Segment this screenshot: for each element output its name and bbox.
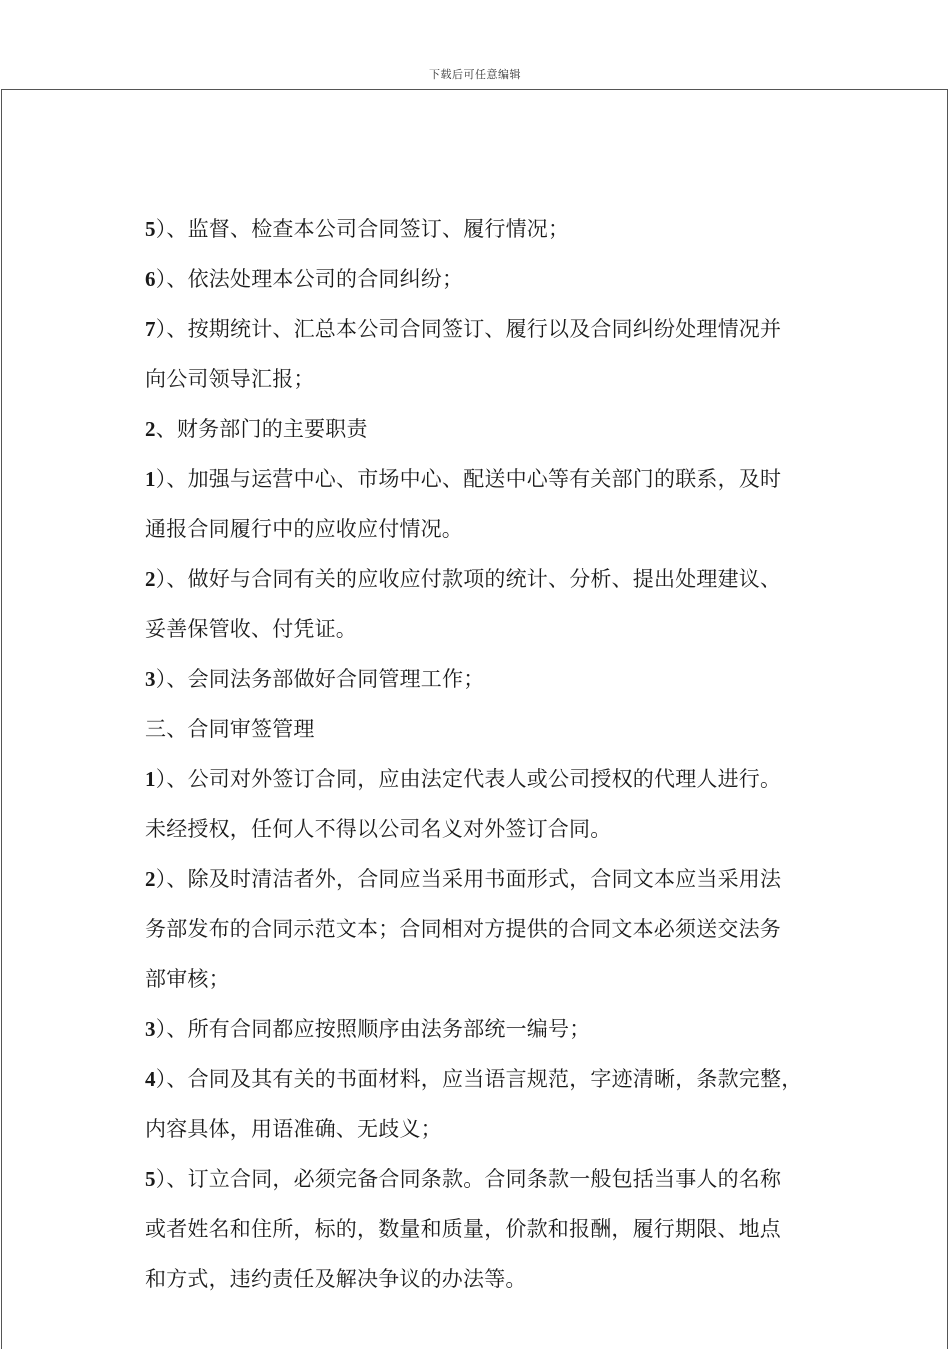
line-text: ）、做好与合同有关的应收应付款项的统计、分析、提出处理建议、 [155, 567, 782, 591]
text-line [145, 604, 815, 654]
text-line [145, 204, 815, 254]
line-text: 通报合同履行中的应收应付情况。 [145, 517, 463, 541]
text-line [145, 1104, 815, 1154]
line-text: ）、所有合同都应按照顺序由法务部统一编号； [155, 1017, 591, 1041]
line-text: ）、依法处理本公司的合同纠纷； [155, 267, 464, 291]
item-number: 3 [145, 1017, 156, 1041]
text-line [145, 754, 815, 804]
item-number: 4 [145, 1067, 156, 1091]
document-body [145, 204, 815, 1304]
text-line [145, 804, 815, 854]
text-line [145, 854, 815, 904]
item-number: 7 [145, 317, 156, 341]
line-text: 或者姓名和住所，标的，数量和质量，价款和报酬，履行期限、地点 [145, 1217, 781, 1241]
page-header-note: 下载后可任意编辑 [429, 68, 521, 81]
text-line [145, 504, 815, 554]
text-line [145, 554, 815, 604]
text-line [145, 654, 815, 704]
line-text: ）、监督、检查本公司合同签订、履行情况； [155, 217, 570, 241]
line-text: ）、加强与运营中心、市场中心、配送中心等有关部门的联系，及时 [155, 467, 782, 491]
text-line [145, 1204, 815, 1254]
text-line [145, 304, 815, 354]
item-number: 2 [145, 417, 156, 441]
text-line [145, 1154, 815, 1204]
item-number: 5 [145, 217, 156, 241]
line-text: ）、会同法务部做好合同管理工作； [155, 667, 485, 691]
item-number: 3 [145, 667, 156, 691]
line-text: 未经授权，任何人不得以公司名义对外签订合同。 [145, 817, 612, 841]
text-line [145, 354, 815, 404]
section-heading [145, 704, 815, 754]
item-number: 1 [145, 467, 156, 491]
line-text: 务部发布的合同示范文本；合同相对方提供的合同文本必须送交法务 [145, 917, 781, 941]
item-number: 2 [145, 567, 156, 591]
line-text: ）、公司对外签订合同，应由法定代表人或公司授权的代理人进行。 [155, 767, 782, 791]
line-text: ）、除及时清洁者外，合同应当采用书面形式，合同文本应当采用法 [155, 867, 782, 891]
text-line [145, 954, 815, 1004]
text-line [145, 1004, 815, 1054]
text-line [145, 1054, 815, 1104]
line-text: 内容具体，用语准确、无歧义； [145, 1117, 442, 1141]
item-number: 1 [145, 767, 156, 791]
line-text: 、财务部门的主要职责 [155, 417, 368, 441]
line-text: ）、合同及其有关的书面材料，应当语言规范，字迹清晰，条款完整， [155, 1067, 803, 1091]
text-line [145, 454, 815, 504]
line-text: 妥善保管收、付凭证。 [145, 617, 357, 641]
section-heading [145, 404, 815, 454]
line-text: 和方式，违约责任及解决争议的办法等。 [145, 1267, 527, 1291]
text-line [145, 1254, 815, 1304]
line-text: ）、订立合同，必须完备合同条款。合同条款一般包括当事人的名称 [155, 1167, 782, 1191]
line-text: ）、按期统计、汇总本公司合同签订、履行以及合同纠纷处理情况并 [155, 317, 782, 341]
line-text: 向公司领导汇报； [145, 367, 315, 391]
item-number: 5 [145, 1167, 156, 1191]
item-number: 2 [145, 867, 156, 891]
text-line [145, 254, 815, 304]
item-number: 6 [145, 267, 156, 291]
text-line [145, 904, 815, 954]
line-text: 部审核； [145, 967, 230, 991]
line-text: 三、合同审签管理 [145, 717, 315, 741]
